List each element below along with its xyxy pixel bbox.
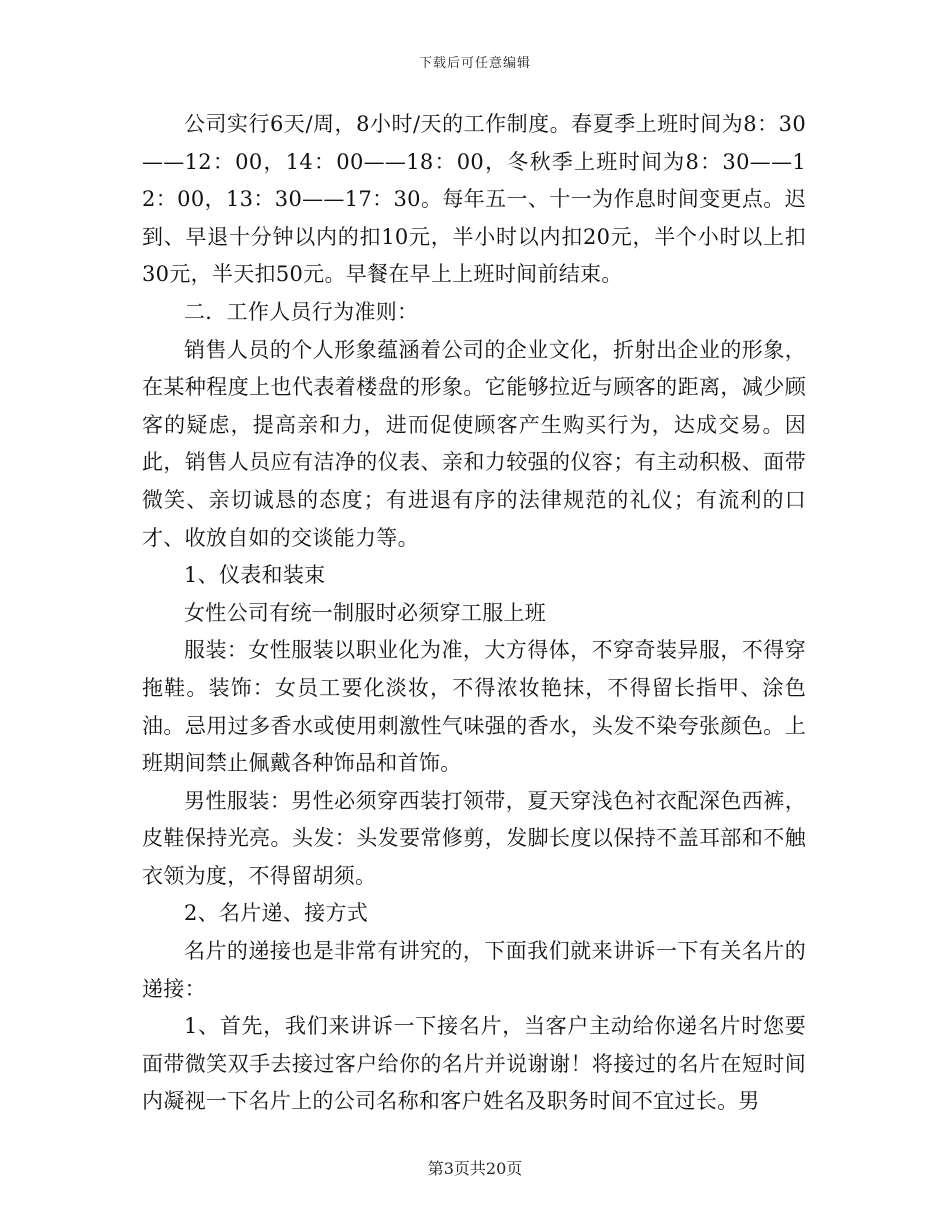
paragraph-female-uniform: 女性公司有统一制服时必须穿工服上班: [184, 600, 547, 625]
document-body: [142, 106, 806, 1121]
paragraph-work-schedule: 公司实行6天/周，8小时/天的工作制度。春夏季上班时间为8：30——12：00，14：00——18：00，冬秋季上班时间为8：30——12：00，13：30——17：30。每年五一、十一为作息时间变更点。迟到、早退十分钟以内的扣10元，半小时以内扣20元，半个小时以上扣30元，半天扣50元。早餐在早上上班时间前结束。: [142, 112, 806, 287]
paragraph-female-dress-code: 服装：女性服装以职业化为准，大方得体，不穿奇装异服，不得穿拖鞋。装饰：女员工要化淡妆，不得浓妆艳抹，不得留长指甲、涂色油。忌用过多香水或使用刺激性气味强的香水，头发不染夸张颜色。上班期间禁止佩戴各种饰品和首饰。: [142, 638, 806, 776]
section-heading-conduct-rules: 二．工作人员行为准则：: [184, 299, 419, 324]
page-header-note: 下载后可任意编辑: [418, 56, 531, 71]
paragraph-receiving-cards: 1、首先，我们来讲诉一下接名片，当客户主动给你递名片时您要面带微笑双手去接过客户给你的名片并说谢谢！将接过的名片在短时间内凝视一下名片上的公司名称和客户姓名及职务时间不宜过长。男: [142, 1014, 806, 1114]
subheading-business-cards: 2、名片递、接方式: [184, 901, 369, 926]
subheading-appearance-attire: 1、仪表和装束: [184, 563, 326, 588]
paragraph-male-dress-code: 男性服装：男性必须穿西装打领带，夏天穿浅色衬衣配深色西裤，皮鞋保持光亮。头发：头发要常修剪，发脚长度以保持不盖耳部和不触衣领为度，不得留胡须。: [142, 788, 806, 888]
page-number-footer: 第3页共20页: [427, 1159, 523, 1178]
paragraph-card-intro: 名片的递接也是非常有讲究的，下面我们就来讲诉一下有关名片的递接：: [142, 939, 806, 1001]
paragraph-sales-image: 销售人员的个人形象蕴涵着公司的企业文化，折射出企业的形象，在某种程度上也代表着楼盘的形象。它能够拉近与顾客的距离，减少顾客的疑虑，提高亲和力，进而促使顾客产生购买行为，达成交易。因此，销售人员应有洁净的仪表、亲和力较强的仪容；有主动积极、面带微笑、亲切诚恳的态度；有进退有序的法律规范的礼仪；有流利的口才、收放自如的交谈能力等。: [142, 337, 806, 550]
